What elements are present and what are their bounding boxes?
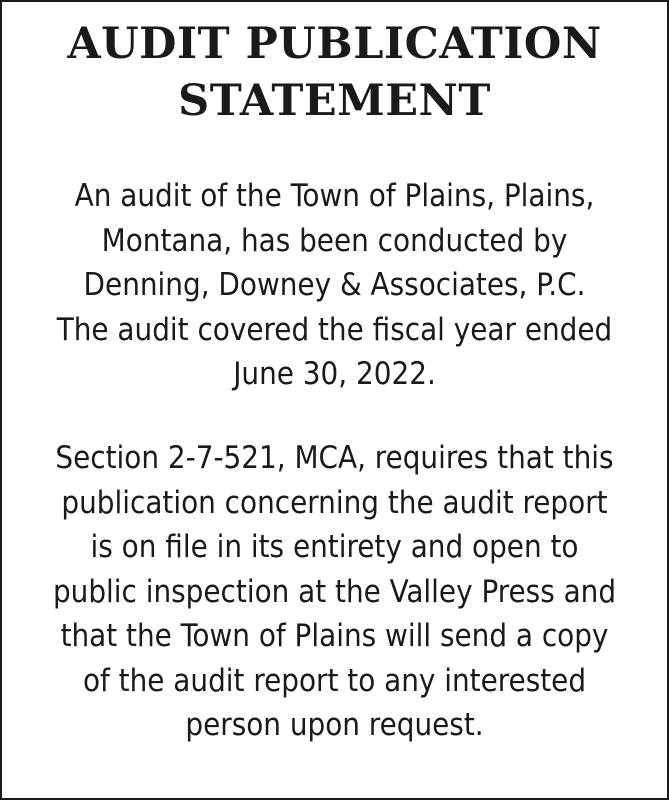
paragraph-line: Denning, Downey & Associates, P.C. <box>83 267 586 303</box>
paragraph-line: is on file in its entirety and open to <box>90 529 579 565</box>
audit-conducted-paragraph <box>2 174 667 397</box>
title-line: STATEMENT <box>178 76 491 126</box>
paragraph-line: public inspection at the Valley Press and <box>52 573 617 610</box>
notice-title <box>2 16 667 130</box>
paragraph-line: June 30, 2022. <box>233 356 436 392</box>
paragraph-line: Section 2-7-521, MCA, requires that this <box>55 440 614 476</box>
title-line: AUDIT PUBLICATION <box>67 19 602 69</box>
paragraph-line: The audit covered the fiscal year ended <box>56 311 613 348</box>
paragraph-line: that the Town of Plains will send a copy <box>60 618 609 654</box>
paragraph-line: of the audit report to any interested <box>82 662 587 699</box>
paragraph-line: An audit of the Town of Plains, Plains, <box>74 178 595 214</box>
statutory-requirement-paragraph <box>2 436 667 748</box>
paragraph-line: publication concerning the audit report <box>61 484 608 521</box>
paragraph-line: Montana, has been conducted by <box>101 222 568 259</box>
paragraph-line: person upon request. <box>185 707 484 743</box>
